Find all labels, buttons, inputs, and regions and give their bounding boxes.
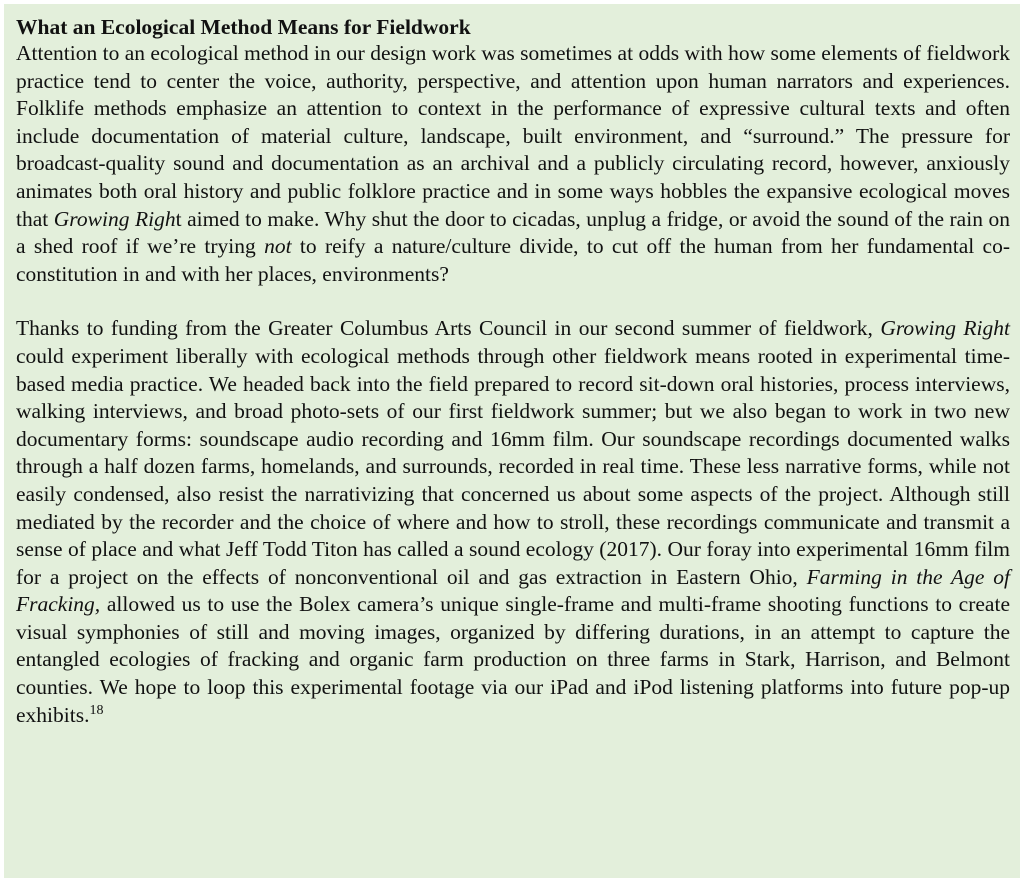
footnote-marker[interactable]: 18 xyxy=(89,702,104,718)
paragraph-2-text-1: Thanks to funding from the Greater Columbus Arts Council in our second summer of fieldwork, xyxy=(16,316,881,341)
paragraph-1-text-3: to reify a nature/culture divide, to cut off the human from her fundamental co-constitution in and with her places, environments? xyxy=(16,234,1010,286)
sidebar-box xyxy=(4,4,1020,878)
paragraph-2-text-2: could experiment liberally with ecological methods through other fieldwork means rooted in experimental time-based media practice. We headed back into the field prepared to record sit-down oral histories, process interviews, walking interviews, and broad photo-sets of our first fieldwork summer; but we also began to work in two new documentary forms: soundscape audio recording and 16mm film. Our soundscape recordings documented walks through a half dozen farms, homelands, and surrounds, recorded in real time. These less narrative forms, while not easily condensed, also resist the narrativizing that concerned us about some aspects of the project. Although still mediated by the recorder and the choice of where and how to stroll, these recordings communicate and transmit a sense of place and what Jeff Todd Titon has called a sound ecology (2017). Our foray into experimental 16mm film for a project on the effects of nonconventional oil and gas extraction in Eastern Ohio, xyxy=(16,343,1010,589)
paragraph-2 xyxy=(16,315,1010,729)
paragraph-1 xyxy=(16,40,1010,288)
box-title: What an Ecological Method Means for Fieldwork xyxy=(16,15,471,39)
paragraph-1-text-2: t aimed to make. Why shut the door to cicadas, unplug a fridge, or avoid the sound of the rain on a shed roof if we’re trying xyxy=(16,206,1010,259)
paragraph-2-text-3: allowed us to use the Bolex camera’s unique single-frame and multi-frame shooting functions to create visual symphonies of still and moving images, organized by differing durations, in an attempt to capture the entangled ecologies of fracking and organic farm production on three farms in Stark, Harrison, and Belmont counties. We hope to loop this experimental footage via our iPad and iPod listening platforms into future pop-up exhibits. xyxy=(16,592,1010,727)
paragraph-1-italic-emphasis: not xyxy=(264,234,292,259)
paragraph-2-italic-film-title: Farming in the Age of Fracking, xyxy=(16,564,1010,617)
paragraph-2-italic-title: Growing Right xyxy=(880,316,1010,341)
paragraph-1-text-1: Attention to an ecological method in our design work was sometimes at odds with how some elements of fieldwork practice tend to center the voice, authority, perspective, and attention upon human narrators and experiences. Folklife methods emphasize an attention to context in the performance of expressive cultural texts and often include documentation of material culture, landscape, built environment, and “surround.” The pressure for broadcast-quality sound and documentation as an archival and a publicly circulating record, however, anxiously animates both oral history and public folklore practice and in some ways hobbles the expansive ecological moves that xyxy=(16,41,1010,231)
paragraph-1-italic-title: Growing Righ xyxy=(53,206,176,231)
